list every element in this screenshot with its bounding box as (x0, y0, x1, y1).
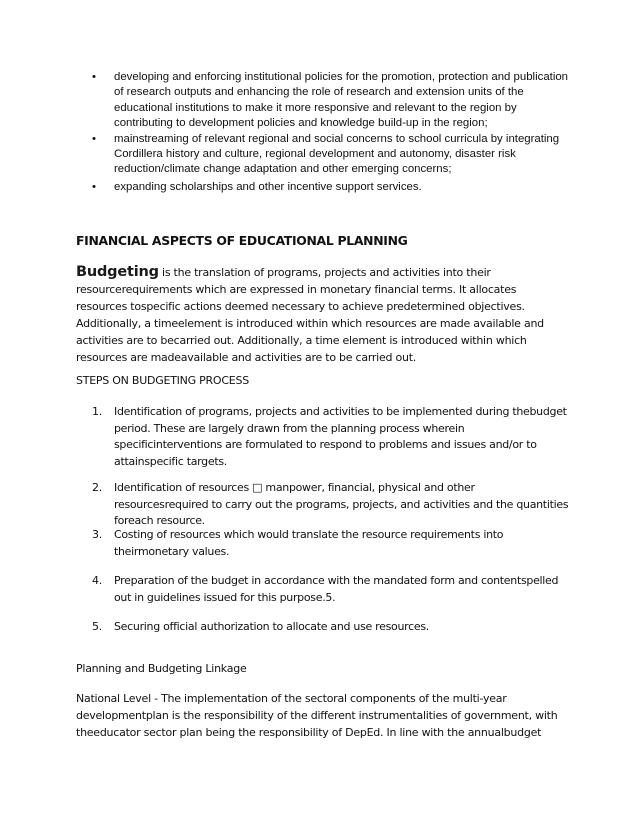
step-text: Identification of resources □ manpower, financial, physical and other resourcesrequired to carry out the programs, projects, and activities and the quantities foreach resource. (114, 481, 569, 527)
step-number: 2. (92, 481, 102, 494)
step-text: Identification of programs, projects and activities to be implemented during thebudget period. These are largely drawn from the planning process wherein specificinterventions are formulated to respond to problems and issues and/or to attainspecific targets. (114, 405, 567, 468)
bullet-list (92, 70, 572, 195)
bullet-text: expanding scholarships and other incentive support services. (114, 180, 422, 193)
national-level-paragraph: National Level - The implementation of the sectoral components of the multi-year developmentplan is the responsibility of the different instrumentalities of government, with theeducator sector plan being the responsibility of DepEd. In line with the annualbudget (76, 692, 558, 739)
step-text: Securing official authorization to allocate and use resources. (114, 620, 429, 633)
step-text: Preparation of the budget in accordance with the mandated form and contentspelled out in guidelines issued for this purpose.5. (114, 574, 559, 604)
step-number: 4. (92, 574, 102, 587)
step-item (92, 480, 570, 530)
step-item (92, 619, 570, 636)
bullet-icon: • (92, 132, 96, 145)
step-item (92, 527, 570, 560)
step-item (92, 404, 570, 470)
bullet-item (92, 132, 572, 178)
step-text: Costing of resources which would translate the resource requirements into theirmonetary values. (114, 528, 504, 558)
bullet-item (92, 180, 572, 195)
step-item (92, 573, 570, 606)
bullet-text: developing and enforcing institutional policies for the promotion, protection and publication of research outputs and enhancing the role of research and extension units of the educational institutions to make it more responsive and relevant to the region by contributing to development policies and knowledge build-up in the region; (114, 71, 569, 130)
section-heading: FINANCIAL ASPECTS OF EDUCATIONAL PLANNING (76, 233, 408, 248)
budgeting-paragraph (76, 264, 566, 366)
steps-title: STEPS ON BUDGETING PROCESS (76, 374, 249, 387)
bullet-item (92, 70, 572, 132)
step-number: 1. (92, 405, 102, 418)
linkage-title: Planning and Budgeting Linkage (76, 662, 247, 675)
bullet-icon: • (92, 71, 96, 83)
budgeting-definition: is the translation of programs, projects and activities into their resourcerequirements which are expressed in monetary financial terms. It allocates resources tospecific actions deemed necessary to achieve predetermined objectives. Additionally, a timeelement is introduced within which resources are made available and activities are to becarried out. Additionally, a time element is introduced within which resources are madeavailable and activities are to be carried out. (76, 266, 544, 364)
step-number: 3. (92, 528, 102, 541)
step-number: 5. (92, 620, 102, 633)
budgeting-term: Budgeting (76, 264, 159, 280)
bullet-text: mainstreaming of relevant regional and social concerns to school curricula by integrating Cordillera history and culture, regional development and autonomy, disaster risk reduction/climate change adaptation and other emerging concerns; (114, 132, 560, 176)
bullet-icon: • (92, 180, 96, 193)
